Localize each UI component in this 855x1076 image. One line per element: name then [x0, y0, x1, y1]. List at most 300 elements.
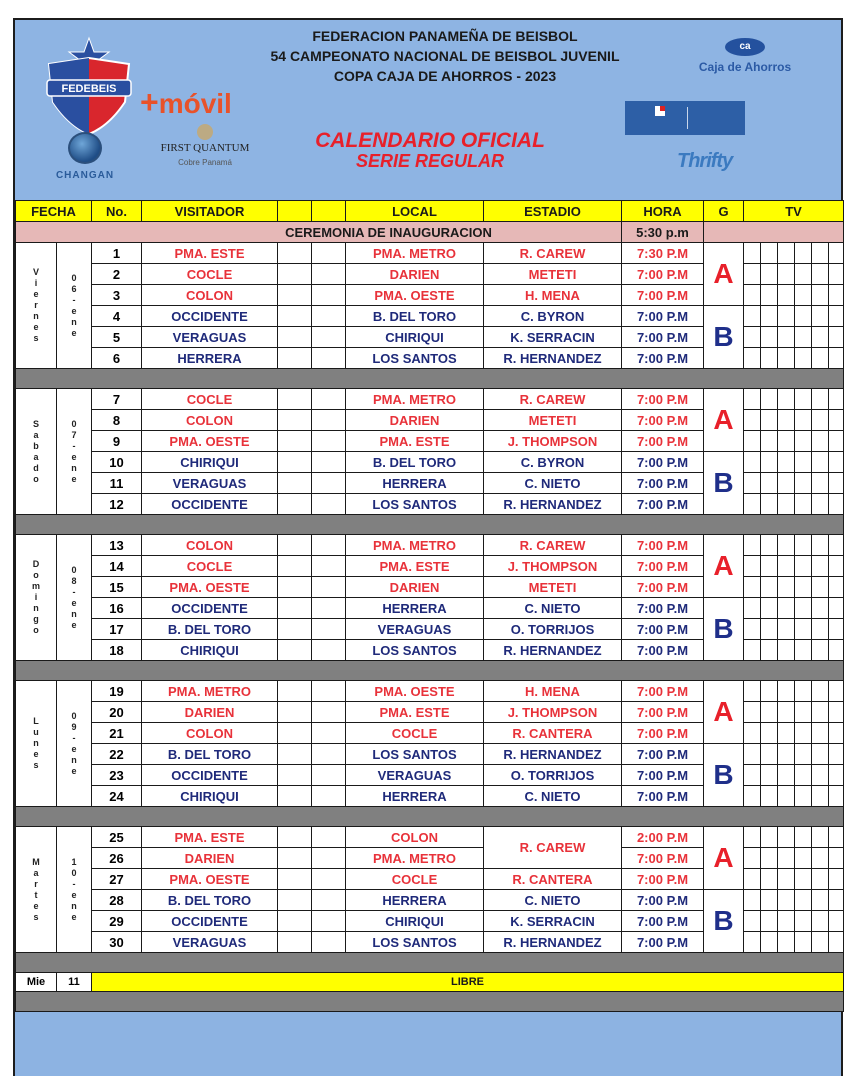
tv-cell: [761, 410, 778, 431]
tv-cell: [744, 410, 761, 431]
tv-cell: [812, 452, 829, 473]
day-name: S a b a d o: [16, 389, 57, 515]
stadium: C. NIETO: [484, 473, 622, 494]
tv-cell: [829, 243, 844, 264]
tv-cell: [795, 890, 812, 911]
separator-row: [16, 369, 844, 389]
tv-cell: [795, 598, 812, 619]
blank-cell: [278, 723, 312, 744]
col-no: No.: [92, 201, 142, 222]
tv-cell: [795, 848, 812, 869]
caja-oval-icon: ca: [725, 38, 765, 56]
tv-cell: [761, 285, 778, 306]
blank-cell: [312, 765, 346, 786]
visitor-team: B. DEL TORO: [142, 744, 278, 765]
tv-cell: [829, 765, 844, 786]
game-time: 7:00 P.M: [622, 702, 704, 723]
game-number: 29: [92, 911, 142, 932]
game-time: 7:00 P.M: [622, 765, 704, 786]
local-team: HERRERA: [346, 473, 484, 494]
game-row: [16, 389, 844, 410]
col-hora: HORA: [622, 201, 704, 222]
tv-cell: [761, 473, 778, 494]
stadium: R. HERNANDEZ: [484, 348, 622, 369]
local-team: COCLE: [346, 869, 484, 890]
visitor-team: COLON: [142, 285, 278, 306]
visitor-team: COCLE: [142, 264, 278, 285]
blank-cell: [312, 306, 346, 327]
tv-cell: [795, 389, 812, 410]
tv-cell: [829, 744, 844, 765]
tv-cell: [812, 723, 829, 744]
tv-cell: [744, 264, 761, 285]
tv-cell: [744, 494, 761, 515]
tv-cell: [761, 494, 778, 515]
blank-cell: [312, 890, 346, 911]
local-team: COLON: [346, 827, 484, 848]
tv-cell: [761, 786, 778, 807]
tv-cell: [744, 702, 761, 723]
blank-cell: [312, 327, 346, 348]
local-team: PMA. OESTE: [346, 681, 484, 702]
visitor-team: CHIRIQUI: [142, 786, 278, 807]
tv-cell: [812, 681, 829, 702]
tv-cell: [829, 452, 844, 473]
blank-cell: [312, 786, 346, 807]
tv-cell: [744, 431, 761, 452]
tv-cell: [829, 556, 844, 577]
game-number: 3: [92, 285, 142, 306]
local-team: DARIEN: [346, 577, 484, 598]
changan-logo: CHANGAN: [45, 132, 125, 181]
visitor-team: COCLE: [142, 389, 278, 410]
tv-cell: [778, 681, 795, 702]
visitor-team: VERAGUAS: [142, 473, 278, 494]
blank-cell: [278, 473, 312, 494]
game-time: 7:00 P.M: [622, 869, 704, 890]
visitor-team: B. DEL TORO: [142, 890, 278, 911]
game-number: 11: [92, 473, 142, 494]
separator-row: [16, 807, 844, 827]
day-date: 0 7 - e n e: [57, 389, 92, 515]
tv-cell: [778, 452, 795, 473]
government-logo-icon: [625, 101, 745, 135]
blank-cell: [312, 556, 346, 577]
tv-cell: [778, 890, 795, 911]
blank-cell: [278, 535, 312, 556]
blank-cell: [312, 285, 346, 306]
blank-cell: [278, 932, 312, 953]
local-team: PMA. ESTE: [346, 431, 484, 452]
blank-cell: [278, 285, 312, 306]
tv-cell: [795, 577, 812, 598]
stadium: K. SERRACIN: [484, 327, 622, 348]
group-label: A: [704, 535, 744, 598]
tv-cell: [829, 702, 844, 723]
visitor-team: COLON: [142, 535, 278, 556]
tv-cell: [812, 869, 829, 890]
stadium: METETI: [484, 577, 622, 598]
game-row: [16, 890, 844, 911]
local-team: PMA. METRO: [346, 389, 484, 410]
visitor-team: COCLE: [142, 556, 278, 577]
tv-cell: [812, 619, 829, 640]
day-name: D o m i n g o: [16, 535, 57, 661]
tv-cell: [778, 556, 795, 577]
day-date: 0 8 - e n e: [57, 535, 92, 661]
tv-cell: [744, 389, 761, 410]
day-date: 0 9 - e n e: [57, 681, 92, 807]
visitor-team: DARIEN: [142, 702, 278, 723]
game-row: [16, 598, 844, 619]
game-time: 7:00 P.M: [622, 577, 704, 598]
stadium: O. TORRIJOS: [484, 765, 622, 786]
tv-cell: [761, 306, 778, 327]
game-time: 7:00 P.M: [622, 473, 704, 494]
blank-cell: [312, 702, 346, 723]
game-time: 7:00 P.M: [622, 619, 704, 640]
tv-cell: [761, 452, 778, 473]
rest-day-row: [16, 973, 844, 992]
tv-cell: [795, 243, 812, 264]
local-team: PMA. OESTE: [346, 285, 484, 306]
tv-cell: [795, 431, 812, 452]
stadium: R. CANTERA: [484, 723, 622, 744]
tv-cell: [761, 327, 778, 348]
game-time: 7:00 P.M: [622, 744, 704, 765]
visitor-team: PMA. OESTE: [142, 431, 278, 452]
first-quantum-logo: FIRST QUANTUM Cobre Panamá: [155, 124, 255, 167]
game-time: 7:00 P.M: [622, 535, 704, 556]
svg-text:FEDEBEIS: FEDEBEIS: [61, 83, 117, 95]
game-row: [16, 827, 844, 848]
tv-cell: [761, 556, 778, 577]
local-team: COCLE: [346, 723, 484, 744]
tv-cell: [744, 598, 761, 619]
game-time: 7:00 P.M: [622, 452, 704, 473]
tv-cell: [744, 285, 761, 306]
tv-cell: [829, 348, 844, 369]
tv-cell: [761, 702, 778, 723]
blank-cell: [278, 681, 312, 702]
tv-cell: [744, 348, 761, 369]
tv-cell: [829, 848, 844, 869]
blank-cell: [278, 744, 312, 765]
stadium: R. HERNANDEZ: [484, 640, 622, 661]
local-team: HERRERA: [346, 598, 484, 619]
game-number: 12: [92, 494, 142, 515]
tv-cell: [812, 494, 829, 515]
stadium: J. THOMPSON: [484, 556, 622, 577]
blank-cell: [278, 890, 312, 911]
visitor-team: DARIEN: [142, 848, 278, 869]
tv-cell: [744, 640, 761, 661]
tv-cell: [744, 911, 761, 932]
game-number: 6: [92, 348, 142, 369]
schedule-sheet: [13, 18, 843, 1076]
tv-cell: [795, 306, 812, 327]
visitor-team: VERAGUAS: [142, 932, 278, 953]
tv-cell: [795, 410, 812, 431]
tv-cell: [795, 681, 812, 702]
tv-cell: [761, 535, 778, 556]
tv-cell: [812, 327, 829, 348]
tv-cell: [812, 848, 829, 869]
local-team: DARIEN: [346, 410, 484, 431]
tv-cell: [778, 348, 795, 369]
stadium: R. HERNANDEZ: [484, 744, 622, 765]
tv-cell: [778, 494, 795, 515]
tv-cell: [778, 535, 795, 556]
game-time: 7:00 P.M: [622, 285, 704, 306]
local-team: CHIRIQUI: [346, 327, 484, 348]
game-number: 21: [92, 723, 142, 744]
separator-row: [16, 953, 844, 973]
visitor-team: B. DEL TORO: [142, 619, 278, 640]
game-time: 7:00 P.M: [622, 556, 704, 577]
game-number: 13: [92, 535, 142, 556]
tv-cell: [778, 619, 795, 640]
group-label: A: [704, 243, 744, 306]
tv-cell: [744, 452, 761, 473]
tv-cell: [795, 264, 812, 285]
blank-cell: [312, 869, 346, 890]
blank-cell: [312, 932, 346, 953]
blank-cell: [278, 243, 312, 264]
col-estadio: ESTADIO: [484, 201, 622, 222]
stadium: R. CAREW: [484, 389, 622, 410]
tv-cell: [795, 494, 812, 515]
local-team: PMA. ESTE: [346, 702, 484, 723]
tv-cell: [812, 410, 829, 431]
blank-cell: [278, 264, 312, 285]
tv-cell: [812, 577, 829, 598]
local-team: B. DEL TORO: [346, 306, 484, 327]
tv-cell: [812, 786, 829, 807]
group-label: B: [704, 598, 744, 661]
game-time: 7:00 P.M: [622, 848, 704, 869]
tv-cell: [812, 348, 829, 369]
stadium: METETI: [484, 264, 622, 285]
blank-cell: [278, 702, 312, 723]
tv-cell: [795, 285, 812, 306]
tv-cell: [744, 535, 761, 556]
local-team: PMA. METRO: [346, 535, 484, 556]
stadium: C. NIETO: [484, 786, 622, 807]
stadium: J. THOMPSON: [484, 431, 622, 452]
local-team: LOS SANTOS: [346, 932, 484, 953]
visitor-team: PMA. ESTE: [142, 243, 278, 264]
game-number: 8: [92, 410, 142, 431]
game-time: 7:00 P.M: [622, 681, 704, 702]
day-date: 1 0 - e n e: [57, 827, 92, 953]
game-number: 26: [92, 848, 142, 869]
tv-cell: [829, 285, 844, 306]
tv-cell: [795, 452, 812, 473]
stadium: H. MENA: [484, 285, 622, 306]
tv-cell: [744, 848, 761, 869]
game-number: 9: [92, 431, 142, 452]
tv-cell: [778, 264, 795, 285]
tv-cell: [778, 911, 795, 932]
game-time: 2:00 P.M: [622, 827, 704, 848]
stadium: R. CAREW: [484, 535, 622, 556]
stadium: METETI: [484, 410, 622, 431]
tv-cell: [812, 389, 829, 410]
blank-cell: [312, 494, 346, 515]
tv-cell: [761, 577, 778, 598]
tv-cell: [761, 681, 778, 702]
tv-cell: [778, 640, 795, 661]
tv-cell: [744, 869, 761, 890]
stadium: R. CANTERA: [484, 869, 622, 890]
tv-cell: [829, 410, 844, 431]
tv-cell: [812, 640, 829, 661]
tv-cell: [795, 556, 812, 577]
tv-cell: [829, 640, 844, 661]
blank-cell: [278, 494, 312, 515]
tv-cell: [744, 786, 761, 807]
tv-cell: [829, 306, 844, 327]
blank-cell: [278, 911, 312, 932]
thrifty-logo: Thrifty: [677, 150, 733, 172]
col-visitador: VISITADOR: [142, 201, 278, 222]
game-number: 22: [92, 744, 142, 765]
group-label: B: [704, 890, 744, 953]
tv-cell: [795, 765, 812, 786]
tv-cell: [778, 389, 795, 410]
tv-cell: [744, 577, 761, 598]
game-number: 19: [92, 681, 142, 702]
blank-cell: [312, 243, 346, 264]
tv-cell: [761, 723, 778, 744]
day-name: L u n e s: [16, 681, 57, 807]
stadium: R. HERNANDEZ: [484, 494, 622, 515]
schedule-header: [15, 20, 841, 200]
blank-cell: [312, 535, 346, 556]
tv-cell: [829, 494, 844, 515]
game-row: [16, 243, 844, 264]
blank-cell: [312, 389, 346, 410]
tv-cell: [761, 848, 778, 869]
rest-day-label: LIBRE: [92, 973, 844, 992]
tv-cell: [829, 911, 844, 932]
blank-cell: [278, 348, 312, 369]
tv-cell: [744, 327, 761, 348]
visitor-team: OCCIDENTE: [142, 765, 278, 786]
rest-day-date: 11: [57, 973, 92, 992]
local-team: HERRERA: [346, 890, 484, 911]
tv-cell: [744, 306, 761, 327]
blank-cell: [278, 431, 312, 452]
tv-cell: [812, 932, 829, 953]
game-row: [16, 535, 844, 556]
visitor-team: VERAGUAS: [142, 327, 278, 348]
tv-cell: [778, 827, 795, 848]
tournament-title: FEDERACION PANAMEÑA DE BEISBOL 54 CAMPEONATO NACIONAL DE BEISBOL JUVENIL COPA CAJA DE AHORROS - 2023: [270, 28, 620, 84]
blank-cell: [278, 389, 312, 410]
caja-de-ahorros-logo: ca Caja de Ahorros: [675, 38, 815, 83]
ceremony-row: [16, 222, 844, 243]
col-g: G: [704, 201, 744, 222]
local-team: LOS SANTOS: [346, 744, 484, 765]
local-team: LOS SANTOS: [346, 640, 484, 661]
blank-cell: [278, 786, 312, 807]
tv-cell: [812, 890, 829, 911]
tv-cell: [812, 827, 829, 848]
game-number: 1: [92, 243, 142, 264]
game-number: 24: [92, 786, 142, 807]
game-time: 7:00 P.M: [622, 327, 704, 348]
visitor-team: OCCIDENTE: [142, 598, 278, 619]
local-team: LOS SANTOS: [346, 348, 484, 369]
game-row: [16, 452, 844, 473]
tv-cell: [829, 327, 844, 348]
tv-cell: [829, 827, 844, 848]
tv-cell: [744, 243, 761, 264]
first-quantum-emblem-icon: [197, 124, 213, 140]
tv-cell: [761, 619, 778, 640]
tv-cell: [744, 890, 761, 911]
tv-cell: [812, 306, 829, 327]
tv-cell: [795, 723, 812, 744]
visitor-team: OCCIDENTE: [142, 911, 278, 932]
tv-cell: [778, 577, 795, 598]
blank-cell: [312, 431, 346, 452]
tv-cell: [761, 389, 778, 410]
game-number: 5: [92, 327, 142, 348]
game-row: [16, 681, 844, 702]
game-number: 20: [92, 702, 142, 723]
tv-cell: [778, 410, 795, 431]
local-team: CHIRIQUI: [346, 911, 484, 932]
blank-cell: [312, 348, 346, 369]
tv-cell: [778, 598, 795, 619]
blank-cell: [278, 869, 312, 890]
game-row: [16, 306, 844, 327]
game-number: 7: [92, 389, 142, 410]
local-team: LOS SANTOS: [346, 494, 484, 515]
tv-cell: [829, 619, 844, 640]
tv-cell: [744, 723, 761, 744]
tv-cell: [778, 744, 795, 765]
tv-cell: [829, 389, 844, 410]
group-label: B: [704, 306, 744, 369]
tv-cell: [795, 744, 812, 765]
blank-cell: [312, 827, 346, 848]
stadium: J. THOMPSON: [484, 702, 622, 723]
separator-row: [16, 992, 844, 1012]
local-team: PMA. ESTE: [346, 556, 484, 577]
tv-cell: [795, 827, 812, 848]
blank-cell: [312, 911, 346, 932]
tv-cell: [829, 473, 844, 494]
tv-cell: [795, 473, 812, 494]
blank-cell: [312, 473, 346, 494]
day-name: V i e r n e s: [16, 243, 57, 369]
tv-cell: [829, 681, 844, 702]
group-label: A: [704, 681, 744, 744]
group-label: A: [704, 389, 744, 452]
visitor-team: OCCIDENTE: [142, 306, 278, 327]
visitor-team: PMA. OESTE: [142, 869, 278, 890]
tv-cell: [812, 598, 829, 619]
game-number: 17: [92, 619, 142, 640]
tv-cell: [795, 786, 812, 807]
blank-cell: [278, 598, 312, 619]
game-time: 7:30 P.M: [622, 243, 704, 264]
blank-cell: [312, 640, 346, 661]
